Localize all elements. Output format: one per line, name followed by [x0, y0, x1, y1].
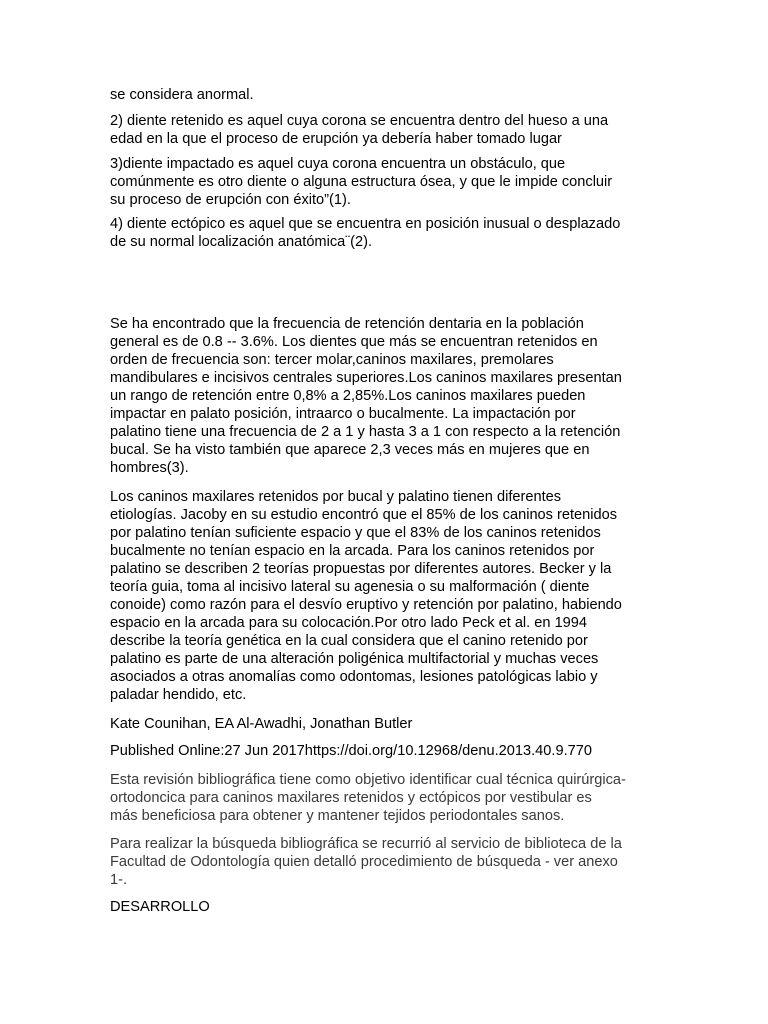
paragraph-authors: Kate Counihan, EA Al-Awadhi, Jonathan Butler — [110, 716, 413, 732]
paragraph-diente-impactado: 3)diente impactado es aquel cuya corona encuentra un obstáculo, que comúnmente es otro diente o alguna estructura ósea, y que le impide concluir su proceso de erupción con éxito”(1). — [110, 156, 613, 208]
paragraph-etiologias: Los caninos maxilares retenidos por bucal y palatino tienen diferentes etiologías. Jacoby en su estudio encontró que el 85% de los caninos retenidos por palatino tenían suficiente espacio y que el 83% de los caninos retenidos bucalmente no tenían espacio en la arcada. Para los caninos retenidos por palatino se describen 2 teorías propuestas por diferentes autores. Becker y la teoría guia, toma al incisivo lateral su agenesia o su malformación ( diente conoide) como razón para el desvío eruptivo y retención por palatino, habiendo espacio en la arcada para su colocación.Por otro lado Peck et al. en 1994 describe la teoría genética en la cual considera que el canino retenido por palatino es parte de una alteración poligénica multifactorial y muchas veces asociados a otras anomalías como odontomas, lesiones patológicas labio y paladar hendido, etc. — [110, 489, 622, 703]
paragraph-intro-end: se considera anormal. — [110, 87, 254, 103]
section-heading-desarrollo: DESARROLLO — [110, 899, 210, 915]
paragraph-objetivo: Esta revisión bibliográfica tiene como objetivo identificar cual técnica quirúrgica- ortodoncica para caninos maxilares retenidos y ectópicos por vestibular es más beneficiosa para obtener y mantener tejidos periodontales sanos. — [110, 772, 626, 824]
paragraph-frecuencia-retencion: Se ha encontrado que la frecuencia de retención dentaria en la población general es de 0.8 -- 3.6%. Los dientes que más se encuentran retenidos en orden de frecuencia son: tercer molar,caninos maxilares, premolares mandibulares e incisivos centrales superiores.Los caninos maxilares presentan un rango de retención entre 0,8% a 2,85%.Los caninos maxilares pueden impactar en palato posición, intraarco o bucalmente. La impactación por palatino tiene una frecuencia de 2 a 1 y hasta 3 a 1 con respecto a la retención bucal. Se ha visto también que aparece 2,3 veces más en mujeres que en hombres(3). — [110, 316, 622, 476]
paragraph-diente-ectopico: 4) diente ectópico es aquel que se encuentra en posición inusual o desplazado de su normal localización anatómica¨(2). — [110, 216, 621, 250]
paragraph-publication-info: Published Online:27 Jun 2017https://doi.org/10.12968/denu.2013.40.9.770 — [110, 743, 592, 759]
paragraph-busqueda: Para realizar la búsqueda bibliográfica se recurrió al servicio de biblioteca de la Facultad de Odontología quien detalló procedimiento de búsqueda - ver anexo 1-. — [110, 836, 622, 888]
paragraph-diente-retenido: 2) diente retenido es aquel cuya corona se encuentra dentro del hueso a una edad en la que el proceso de erupción ya debería haber tomado lugar — [110, 113, 609, 147]
